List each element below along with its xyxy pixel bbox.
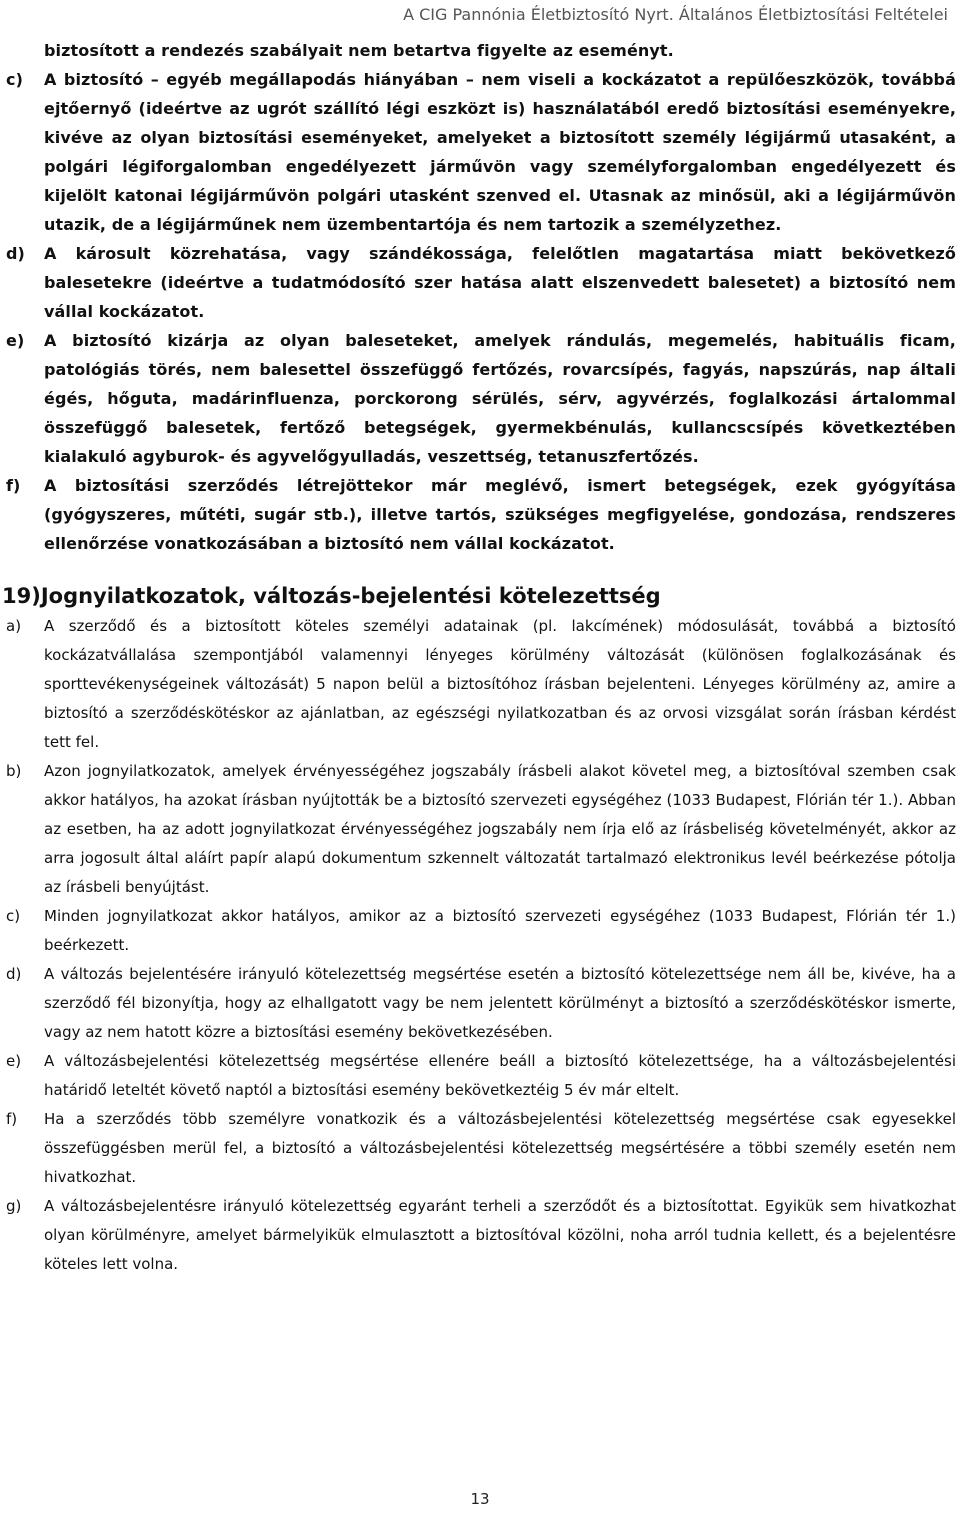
item-label: f) (6, 1110, 18, 1128)
item-label: b) (6, 762, 22, 780)
item-text: A szerződő és a biztosított köteles személyi adatainak (pl. lakcímének) módosulását, továbbá a biztosító kockázatvállalása szempontjából valamennyi lényeges körülmény változását (különösen foglalkozásának és sporttevékenységeinek változását) 5 napon belül a biztosítóhoz írásban bejelenteni. Lényeges körülmény az, amire a biztosító a szerződéskötéskor az ajánlatban, az egészségi nyilatkozatban és az orvosi vizsgálat során írásban kérdést tett fel. (44, 617, 956, 751)
item-label: f) (6, 476, 21, 495)
item-text: A biztosító – egyéb megállapodás hiányában – nem viseli a kockázatot a repülőeszközök, továbbá ejtőernyő (ideértve az ugrót szállító légi eszközt is) használatából eredő biztosítási eseményekre, kivéve az olyan biztosítási eseményeket, amelyeket a biztosított személy légijármű utasaként, a polgári légiforgalomban engedélyezett járművön vagy személyforgalomban engedélyezett és kijelölt katonai légijárművön polgári utasként szenved el. Utasnak az minősül, aki a légijárművön utazik, de a légijárműnek nem üzembentartója és nem tartozik a személyzethez. (44, 70, 956, 234)
item-text: A változás bejelentésére irányuló kötelezettség megsértése esetén a biztosító kötelezettsége nem áll be, kivéve, ha a szerződő fél bizonyítja, hogy az elhallgatott vagy be nem jelentett körülményt a biztosító a szerződéskötéskor ismerte, vagy az nem hatott közre a biztosítási esemény bekövetkezésében. (44, 965, 956, 1041)
item-label: d) (6, 965, 22, 983)
item-text: A biztosító kizárja az olyan baleseteket, amelyek rándulás, megemelés, habituális ficam, patológiás törés, nem balesettel összefüggő fertőzés, rovarcsípés, fagyás, napszúrás, nap általi égés, hőguta, madárinfluenza, porckorong sérülés, sérv, agyvérzés, foglalkozási ártalommal összefüggő balesetek, fertőző betegségek, gyermekbénulás, kullancscsípés következtében kialakuló agyburok- és agyvelőgyulladás, veszettség, tetanuszfertőzés. (44, 331, 956, 466)
running-header: A CIG Pannónia Életbiztosító Nyrt. Általános Életbiztosítási Feltételei (403, 5, 948, 24)
exclusion-item-d (6, 239, 956, 326)
item-text: A biztosítási szerződés létrejöttekor már meglévő, ismert betegségek, ezek gyógyítása (gyógyszeres, műtéti, sugár stb.), illetve tartós, szükséges megfigyelése, gondozása, rendszeres ellenőrzése vonatkozásában a biztosító nem vállal kockázatot. (44, 476, 956, 553)
item-label: e) (6, 331, 25, 350)
item-label: d) (6, 244, 25, 263)
exclusions-block (6, 36, 956, 558)
section-19-item-e (6, 1047, 956, 1105)
page-number: 13 (470, 1490, 490, 1508)
exclusion-continuation: biztosított a rendezés szabályait nem betartva figyelte az eseményt. (44, 41, 674, 60)
exclusion-item-c (6, 65, 956, 239)
section-number: 19) (2, 584, 41, 608)
section-19-item-a (6, 612, 956, 757)
exclusion-item-e (6, 326, 956, 471)
page-body (2, 36, 956, 1279)
item-label: c) (6, 907, 21, 925)
section-19-item-f (6, 1105, 956, 1192)
item-label: a) (6, 617, 22, 635)
section-19-item-d (6, 960, 956, 1047)
item-text: A károsult közrehatása, vagy szándékossága, felelőtlen magatartása miatt bekövetkező balesetekre (ideértve a tudatmódosító szer hatása alatt elszenvedett balesetet) a biztosító nem vállal kockázatot. (44, 244, 956, 321)
section-19-body (6, 612, 956, 1279)
item-text: Azon jognyilatkozatok, amelyek érvényességéhez jogszabály írásbeli alakot követel meg, a biztosítóval szemben csak akkor hatályos, ha azokat írásban nyújtották be a biztosító szervezeti egységéhez (1033 Budapest, Flórián tér 1.). Abban az esetben, ha az adott jognyilatkozat érvényességéhez jogszabály nem írja elő az írásbeliség követelményét, akkor az arra jogosult által aláírt papír alapú dokumentum szkennelt változatát tartalmazó elektronikus levél beérkezése pótolja az írásbeli benyújtást. (44, 762, 956, 896)
item-text: Ha a szerződés több személyre vonatkozik és a változásbejelentési kötelezettség megsértése csak egyesekkel összefüggésben merül fel, a biztosító a változásbejelentési kötelezettség megsértésére a többi személy esetén nem hivatkozhat. (44, 1110, 956, 1186)
section-title: Jognyilatkozatok, változás-bejelentési kötelezettség (40, 584, 661, 608)
item-text: A változásbejelentési kötelezettség megsértése ellenére beáll a biztosító kötelezettsége, ha a változásbejelentési határidő leteltét követő naptól a biztosítási esemény bekövetkeztéig 5 év már eltelt. (44, 1052, 956, 1099)
section-19-item-b (6, 757, 956, 902)
item-label: c) (6, 70, 23, 89)
item-text: A változásbejelentésre irányuló kötelezettség egyaránt terheli a szerződőt és a biztosítottat. Egyikük sem hivatkozhat olyan körülményre, amelyet bármelyikük elmulasztott a biztosítóval közölni, noha arról tudnia kellett, és a bejelentésre köteles lett volna. (44, 1197, 956, 1273)
section-19-heading (2, 582, 956, 610)
exclusion-item-f (6, 471, 956, 558)
item-text: Minden jognyilatkozat akkor hatályos, amikor az a biztosító szervezeti egységéhez (1033 Budapest, Flórián tér 1.) beérkezett. (44, 907, 956, 954)
item-label: g) (6, 1197, 22, 1215)
section-19-item-g (6, 1192, 956, 1279)
item-label: e) (6, 1052, 22, 1070)
section-19-item-c (6, 902, 956, 960)
